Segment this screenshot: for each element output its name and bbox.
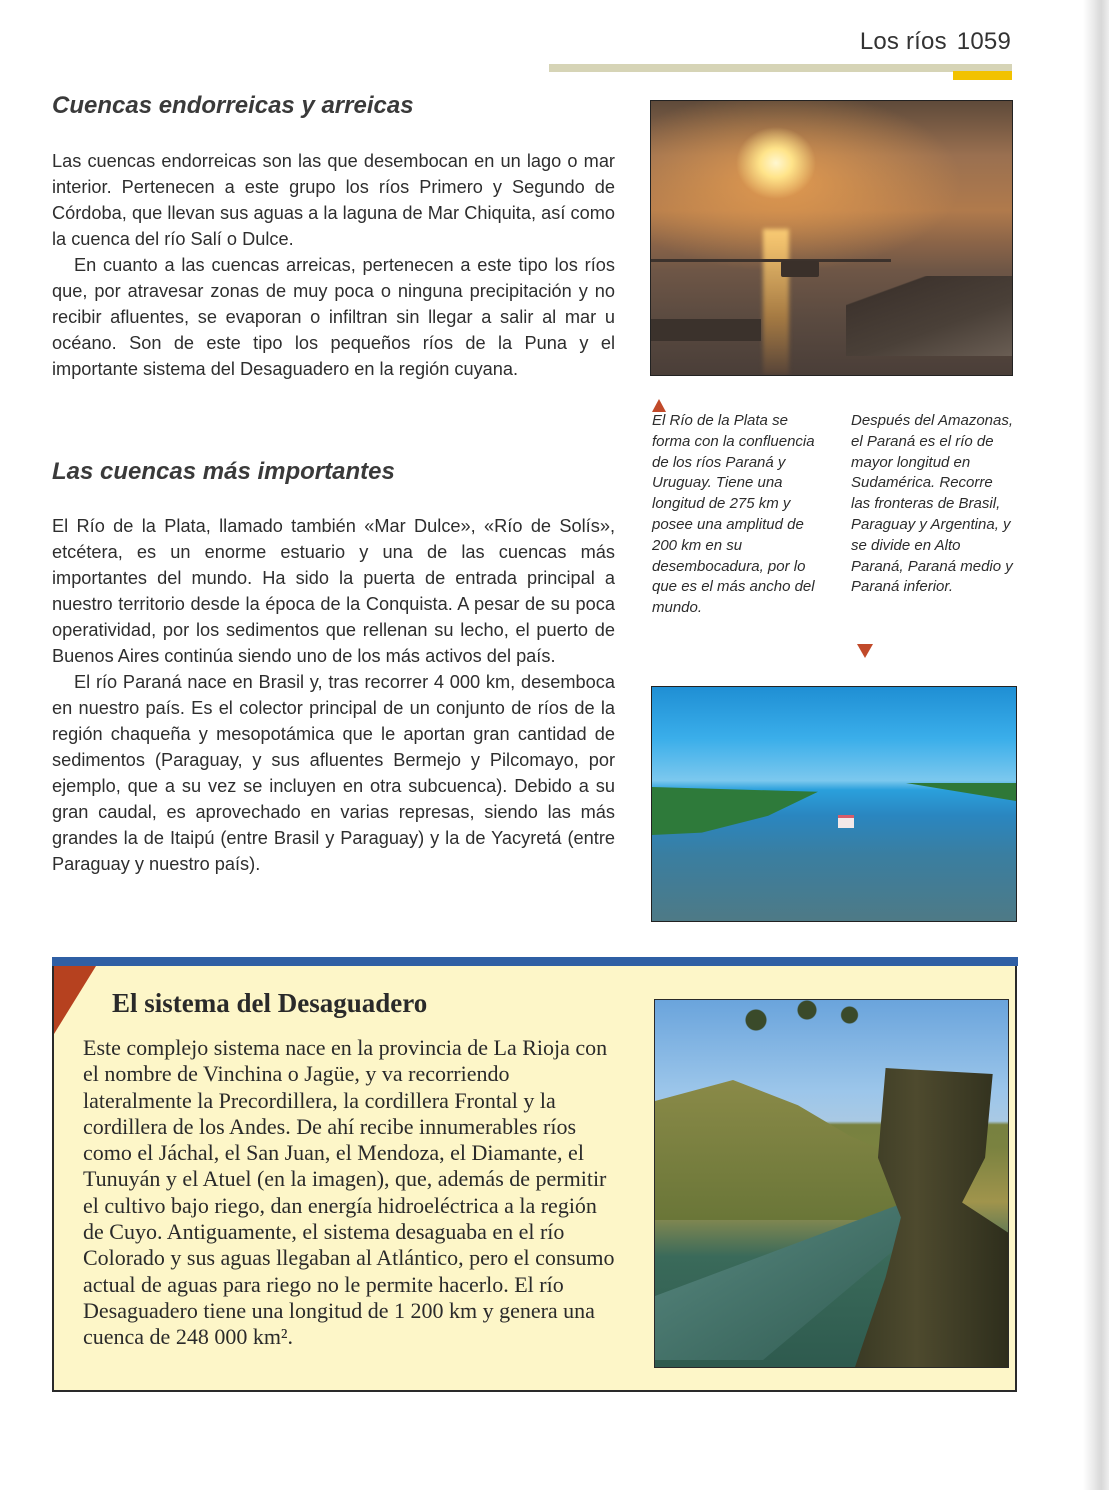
- tree-branch: [705, 1000, 875, 1050]
- info-box-text: [83, 1035, 623, 1351]
- paragraph: Las cuencas endorreicas son las que desembocan en un lago o mar interior. Pertenecen a este grupo los ríos Primero y Segundo de Córdoba, que llevan sus aguas a la laguna de Mar Chiquita, así como la cuenca del río Salí o Dulce.: [52, 151, 615, 249]
- river-bank: [652, 787, 818, 835]
- river-bank: [906, 783, 1016, 801]
- sun-reflection: [763, 229, 789, 375]
- page-edge-shadow: [1083, 0, 1109, 1490]
- paragraph: En cuanto a las cuencas arreicas, pertenecen a este tipo los ríos que, por atravesar zonas de muy poca o ninguna precipitación y no recibir afluentes, se evaporan o infiltran sin llegar a salir al mar u océano. Son de este tipo los pequeños ríos de la Puna y el importante sistema del Desaguadero en la región cuyana.: [52, 255, 615, 379]
- section-heading-endorreicas: Cuencas endorreicas y arreicas: [52, 92, 414, 119]
- info-box-top-bar: [52, 957, 1018, 966]
- pier-silhouette: [651, 319, 761, 341]
- caption-rio-de-la-plata: [652, 411, 827, 619]
- atuel-river-photo: [654, 999, 1009, 1368]
- rio-de-la-plata-photo: [650, 100, 1013, 376]
- section-heading-cuencas-importantes: Las cuencas más importantes: [52, 458, 395, 485]
- paragraph: Este complejo sistema nace en la provincia de La Rioja con el nombre de Vinchina o Jagüe, y va recorriendo lateralmente la Precordillera, la cordillera Frontal y la cordillera de los Andes. De ahí recibe innumerables ríos como el Jáchal, el San Juan, el Mendoza, el Diamante, el Tunuyán y el Atuel (en la imagen), que, además de permitir el cultivo bajo riego, dan energía hidroeléctrica a la región de Cuyo. Antiguamente, el sistema desaguaba en el río Colorado y sus aguas llegaban al Atlántico, pero el consumo actual de aguas para riego no le permite hacerlo. El río Desaguadero tiene una longitud de 1 200 km y genera una cuenca de 248 000 km².: [83, 1035, 615, 1350]
- header-accent-bar: [953, 71, 1012, 80]
- boat-silhouette: [781, 261, 819, 277]
- horizon-line: [651, 259, 891, 262]
- caption-parana: [851, 411, 1016, 598]
- ship: [838, 815, 854, 828]
- caption-pointer-down-icon: [857, 644, 873, 658]
- caption-text: El Río de la Plata se forma con la confluencia de los ríos Paraná y Uruguay. Tiene una longitud de 275 km y posee una amplitud de 200 km en su desembocadura, por lo que es el más ancho del mundo.: [652, 412, 815, 617]
- header-rule: [549, 64, 1012, 72]
- hillside: [655, 1080, 915, 1220]
- jetty-silhouette: [846, 276, 1013, 356]
- section-body-endorreicas: [52, 148, 615, 382]
- parana-river-photo: [651, 686, 1017, 922]
- page-number: 1059: [956, 28, 1011, 55]
- paragraph: El río Paraná nace en Brasil y, tras recorrer 4 000 km, desemboca en nuestro país. Es el colector principal de un conjunto de ríos de la región chaqueña y mesopotámica que le aportan gran cantidad de sedimentos (Paraguay, y sus afluentes Bermejo y Pilcomayo, por ejemplo, que a su vez se incluyen en otra subcuenca). Debido a su gran caudal, es aprovechado en varias represas, siendo las más grandes la de Itaipú (entre Brasil y Paraguay) y la de Yacyretá (entre Paraguay y nuestro país).: [52, 672, 615, 874]
- info-box-title: El sistema del Desaguadero: [112, 988, 428, 1018]
- section-body-cuencas-importantes: [52, 513, 615, 877]
- running-header: [860, 28, 1011, 56]
- chapter-title: Los ríos: [859, 28, 947, 55]
- paragraph: El Río de la Plata, llamado también «Mar Dulce», «Río de Solís», etcétera, es un enorme estuario y una de las cuencas más importantes del mundo. Ha sido la puerta de entrada principal a nuestro territorio desde la época de la Conquista. A pesar de su poca operatividad, por los sedimentos que rellenan su lecho, el puerto de Buenos Aires continúa siendo uno de los más activos del país.: [52, 516, 615, 666]
- caption-text: Después del Amazonas, el Paraná es el río de mayor longitud en Sudamérica. Recorre las fronteras de Brasil, Paraguay y Argentina, y se divide en Alto Paraná, Paraná medio y Paraná inferior.: [851, 412, 1014, 596]
